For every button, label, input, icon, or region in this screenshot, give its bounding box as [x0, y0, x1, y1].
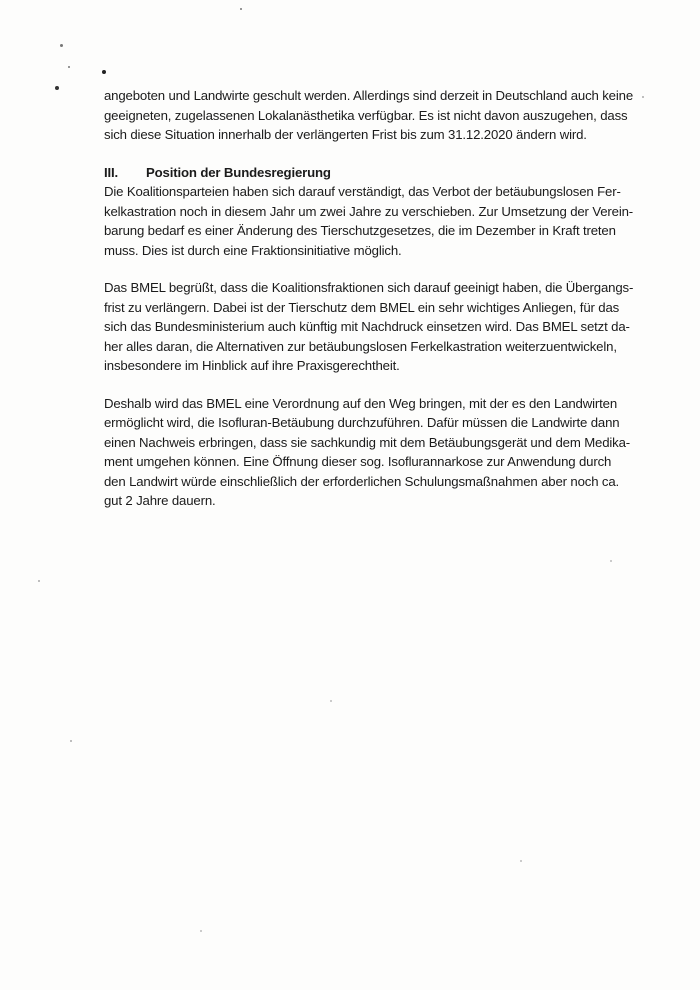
text-line: Das BMEL begrüßt, dass die Koalitionsfraktionen sich darauf geeinigt haben, die Übergangs- [104, 280, 634, 295]
paragraph-bmel-welcomes [104, 278, 634, 376]
scan-speck [200, 930, 202, 932]
text-line: angeboten und Landwirte geschult werden. Allerdings sind derzeit in Deutschland auch keine [104, 88, 634, 103]
text-line: insbesondere im Hinblick auf ihre Praxisgerechtheit. [104, 358, 400, 373]
scan-speck [70, 740, 72, 742]
text-line: Die Koalitionsparteien haben sich darauf verständigt, das Verbot der betäubungslosen Fer- [104, 184, 621, 199]
text-line: ermöglicht wird, die Isofluran-Betäubung durchzuführen. Dafür müssen die Landwirte dann [104, 415, 620, 430]
scan-speck [330, 700, 332, 702]
text-line: muss. Dies ist durch eine Fraktionsinitiative möglich. [104, 242, 402, 258]
text-line: barung bedarf es einer Änderung des Tierschutzgesetzes, die im Dezember in Kraft treten [104, 223, 616, 238]
paragraph-coalition [104, 182, 634, 260]
section-block [104, 163, 634, 261]
scan-speck [55, 86, 59, 90]
text-line: Deshalb wird das BMEL eine Verordnung auf den Weg bringen, mit der es den Landwirten [104, 395, 618, 411]
intro-paragraph [104, 86, 634, 145]
text-line: den Landwirt würde einschließlich der erforderlichen Schulungsmaßnahmen aber noch ca. [104, 473, 620, 489]
scan-speck [610, 560, 612, 562]
text-line: ment umgehen können. Eine Öffnung dieser sog. Isoflurannarkose zur Anwendung durch [104, 454, 612, 469]
scan-speck [102, 70, 106, 74]
section-heading [104, 163, 614, 183]
text-line: sich das Bundesministerium auch künftig mit Nachdruck einsetzen wird. Das BMEL setzt da- [104, 319, 630, 334]
text-line: sich diese Situation innerhalb der verlängerten Frist bis zum 31.12.2020 ändern wird. [104, 127, 587, 142]
section-number: III. [104, 164, 119, 180]
text-line: frist zu verlängern. Dabei ist der Tierschutz dem BMEL ein sehr wichtiges Anliegen, für das [104, 299, 620, 315]
section-title: Position der Bundesregierung [146, 164, 331, 180]
scan-speck [38, 580, 40, 582]
document-body [104, 86, 634, 529]
scan-speck [520, 860, 522, 862]
scan-speck [240, 8, 242, 10]
scan-speck [642, 96, 644, 98]
text-line: einen Nachweis erbringen, dass sie sachkundig mit dem Betäubungsgerät und dem Medika- [104, 434, 631, 450]
text-line: geeigneten, zugelassenen Lokalanästhetika verfügbar. Es ist nicht davon auszugehen, dass [104, 107, 628, 123]
paragraph-regulation [104, 394, 631, 511]
scan-speck [68, 66, 70, 68]
scan-speck [60, 44, 63, 47]
text-line: kelkastration noch in diesem Jahr um zwei Jahre zu verschieben. Zur Umsetzung der Verein- [104, 203, 634, 219]
text-line: gut 2 Jahre dauern. [104, 493, 216, 508]
text-line: her alles daran, die Alternativen zur betäubungslosen Ferkelkastration weiterzuentwickeln, [104, 338, 617, 354]
